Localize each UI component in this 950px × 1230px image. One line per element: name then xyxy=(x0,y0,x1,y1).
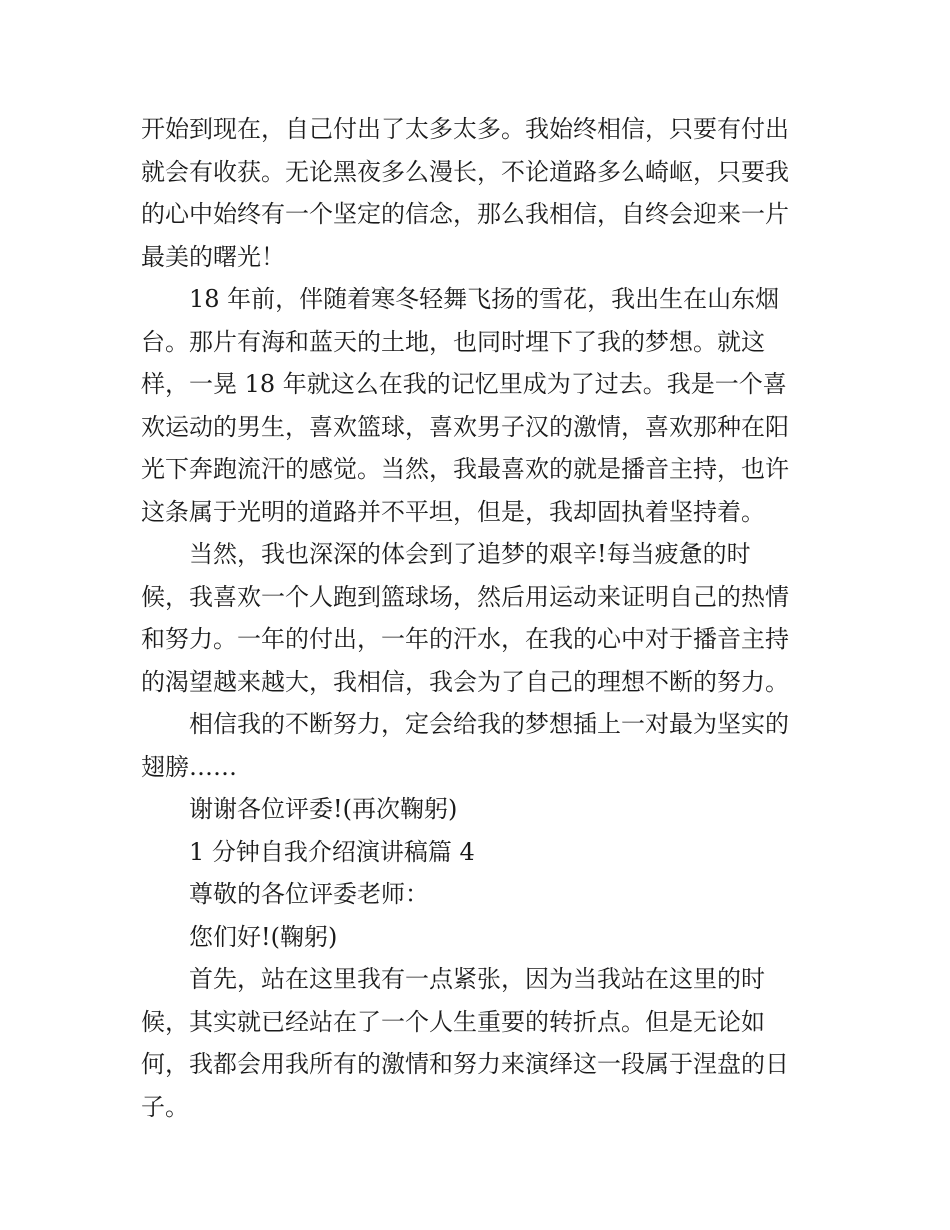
text-line: 欢运动的男生，喜欢篮球，喜欢男子汉的激情，喜欢那种在阳 xyxy=(141,412,789,441)
text-line: 候，其实就已经站在了一个人生重要的转折点。但是无论如 xyxy=(141,1007,765,1036)
text-line: 何，我都会用我所有的激情和努力来演绎这一段属于涅盘的日 xyxy=(141,1050,789,1078)
text-line: 尊敬的各位评委老师： xyxy=(189,880,429,908)
text-line: 最美的曙光！ xyxy=(141,242,285,271)
text-line: 18 年前，伴随着寒冬轻舞飞扬的雪花，我出生在山东烟 xyxy=(189,285,780,313)
text-line: 候，我喜欢一个人跑到篮球场，然后用运动来证明自己的热情 xyxy=(141,582,789,611)
text-line: 首先，站在这里我有一点紧张，因为当我站在这里的时 xyxy=(189,965,765,993)
text-line: 子。 xyxy=(141,1092,189,1121)
text-line: 1 分钟自我介绍演讲稿篇 4 xyxy=(189,837,475,866)
text-line: 光下奔跑流汗的感觉。当然，我最喜欢的就是播音主持，也许 xyxy=(141,455,789,483)
document-body xyxy=(141,108,821,1128)
text-line: 的渴望越来越大，我相信，我会为了自己的理想不断的努力。 xyxy=(141,667,789,696)
text-line: 和努力。一年的付出，一年的汗水，在我的心中对于播音主持 xyxy=(141,625,789,653)
text-line: 相信我的不断努力，定会给我的梦想插上一对最为坚实的 xyxy=(189,710,789,738)
text-line: 就会有收获。无论黑夜多么漫长，不论道路多么崎岖，只要我 xyxy=(141,157,789,186)
text-line: 开始到现在，自己付出了太多太多。我始终相信，只要有付出 xyxy=(141,115,789,143)
text-line: 这条属于光明的道路并不平坦，但是，我却固执着坚持着。 xyxy=(141,497,765,526)
text-line: 翅膀…… xyxy=(141,752,237,781)
text-line: 台。那片有海和蓝天的土地，也同时埋下了我的梦想。就这 xyxy=(141,327,765,356)
text-line: 您们好!(鞠躬) xyxy=(189,922,338,951)
text-line: 样，一晃 18 年就这么在我的记忆里成为了过去。我是一个喜 xyxy=(141,370,787,398)
text-line: 谢谢各位评委!(再次鞠躬) xyxy=(189,795,458,823)
text-line: 当然，我也深深的体会到了追梦的艰辛!每当疲惫的时 xyxy=(189,540,751,568)
text-line: 的心中始终有一个坚定的信念，那么我相信，自终会迎来一片 xyxy=(141,200,789,228)
